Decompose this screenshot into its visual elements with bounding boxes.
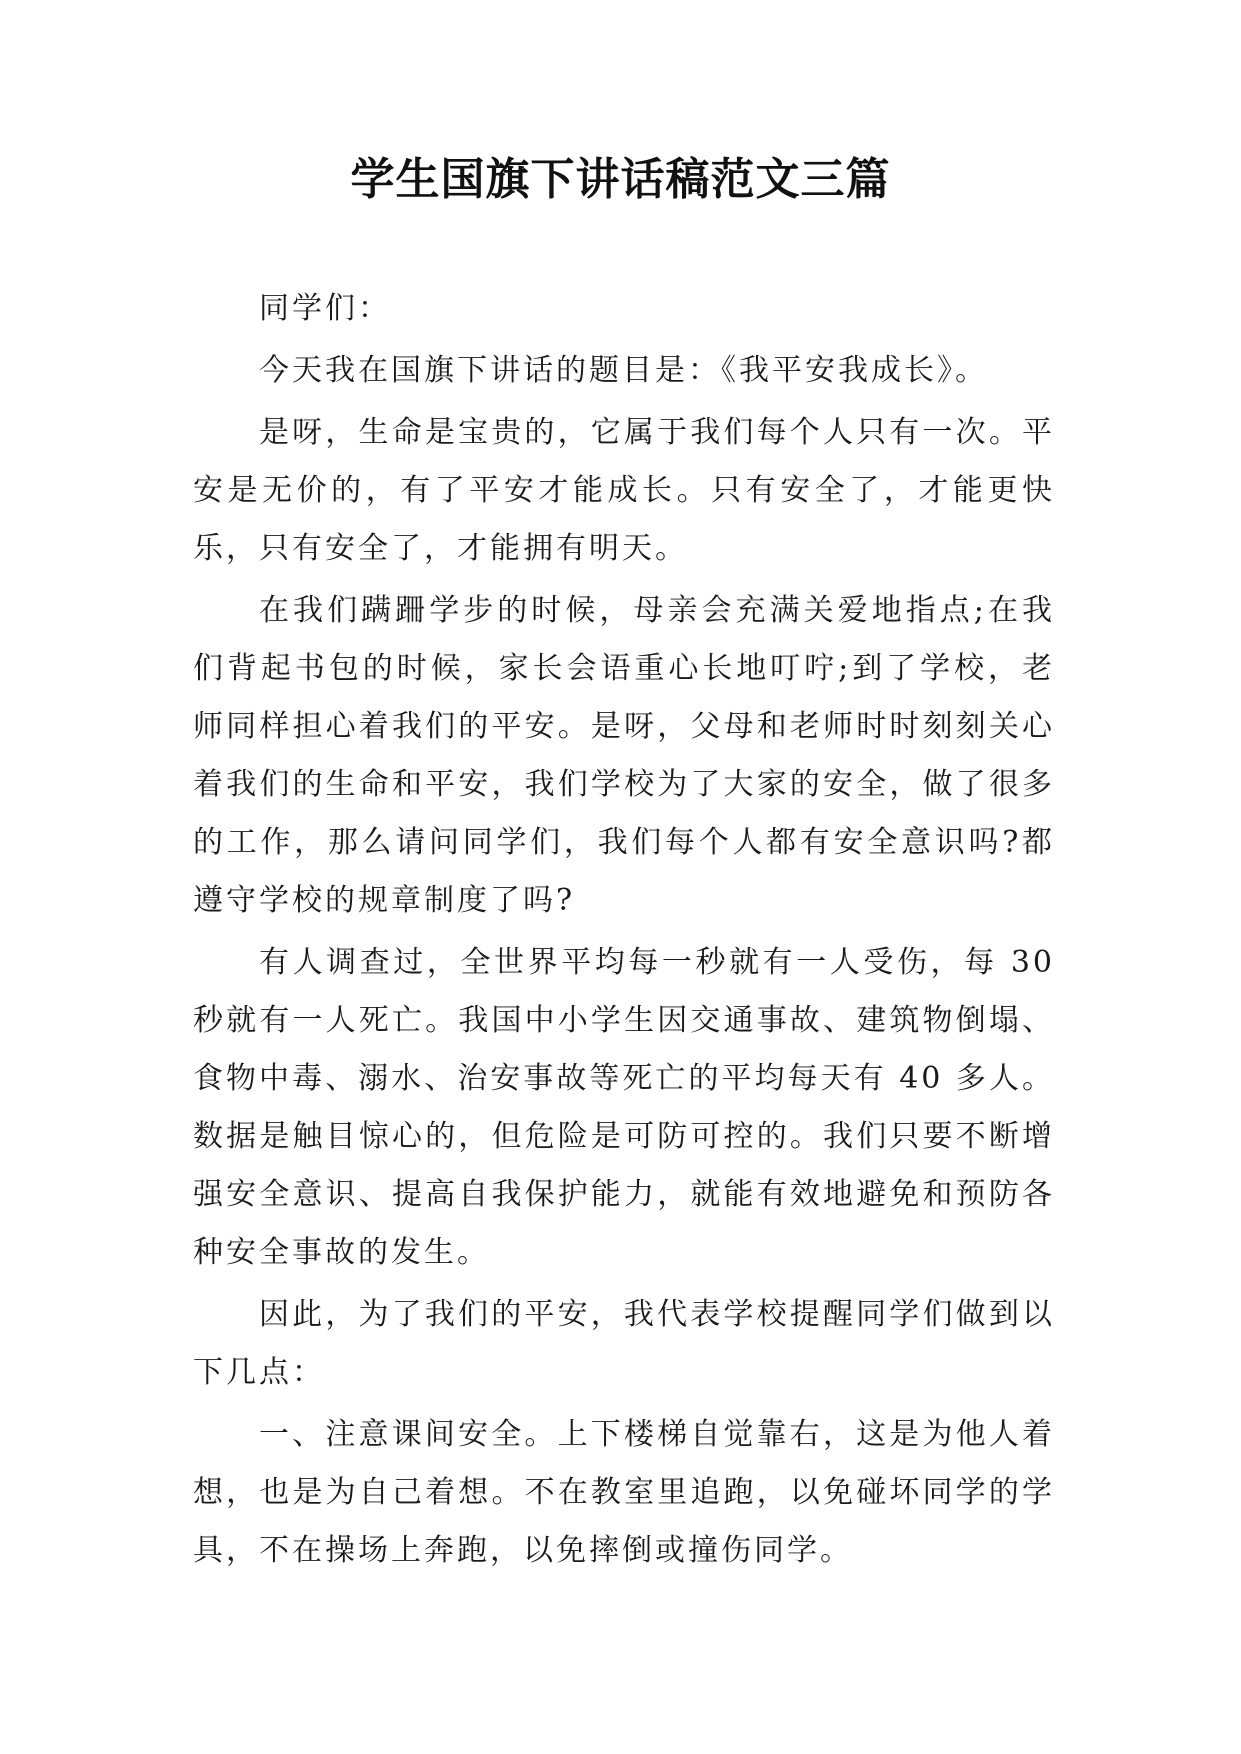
paragraph-life-precious: 是呀，生命是宝贵的，它属于我们每个人只有一次。平安是无价的，有了平安才能成长。只有安全了，才能更快乐，只有安全了，才能拥有明天。 xyxy=(193,415,1055,566)
paragraph-point-one: 一、注意课间安全。上下楼梯自觉靠右，这是为他人着想，也是为自己着想。不在教室里追跑，以免碰坏同学的学具，不在操场上奔跑，以免摔倒或撞伤同学。 xyxy=(193,1417,1055,1568)
document-body xyxy=(193,280,1055,1584)
paragraph-greeting: 同学们： xyxy=(259,291,391,326)
document-title: 学生国旗下讲话稿范文三篇 xyxy=(350,154,891,205)
paragraph-parents-teachers: 在我们蹒跚学步的时候，母亲会充满关爱地指点;在我们背起书包的时候，家长会语重心长地叮咛;到了学校，老师同样担心着我们的平安。是呀，父母和老师时时刻刻关心着我们的生命和平安，我们学校为了大家的安全，做了很多的工作，那么请问同学们，我们每个人都有安全意识吗?都遵守学校的规章制度了吗? xyxy=(193,593,1055,918)
paragraph-statistics: 有人调查过，全世界平均每一秒就有一人受伤，每 30 秒就有一人死亡。我国中小学生因交通事故、建筑物倒塌、食物中毒、溺水、治安事故等死亡的平均每天有 40 多人。数据是触目惊心的，但危险是可防可控的。我们只要不断增强安全意识、提高自我保护能力，就能有效地避免和预防各种安全事故的发生。 xyxy=(193,945,1055,1270)
paragraph-reminder: 因此，为了我们的平安，我代表学校提醒同学们做到以下几点： xyxy=(193,1297,1055,1390)
paragraph-topic: 今天我在国旗下讲话的题目是：《我平安我成长》。 xyxy=(259,353,988,388)
